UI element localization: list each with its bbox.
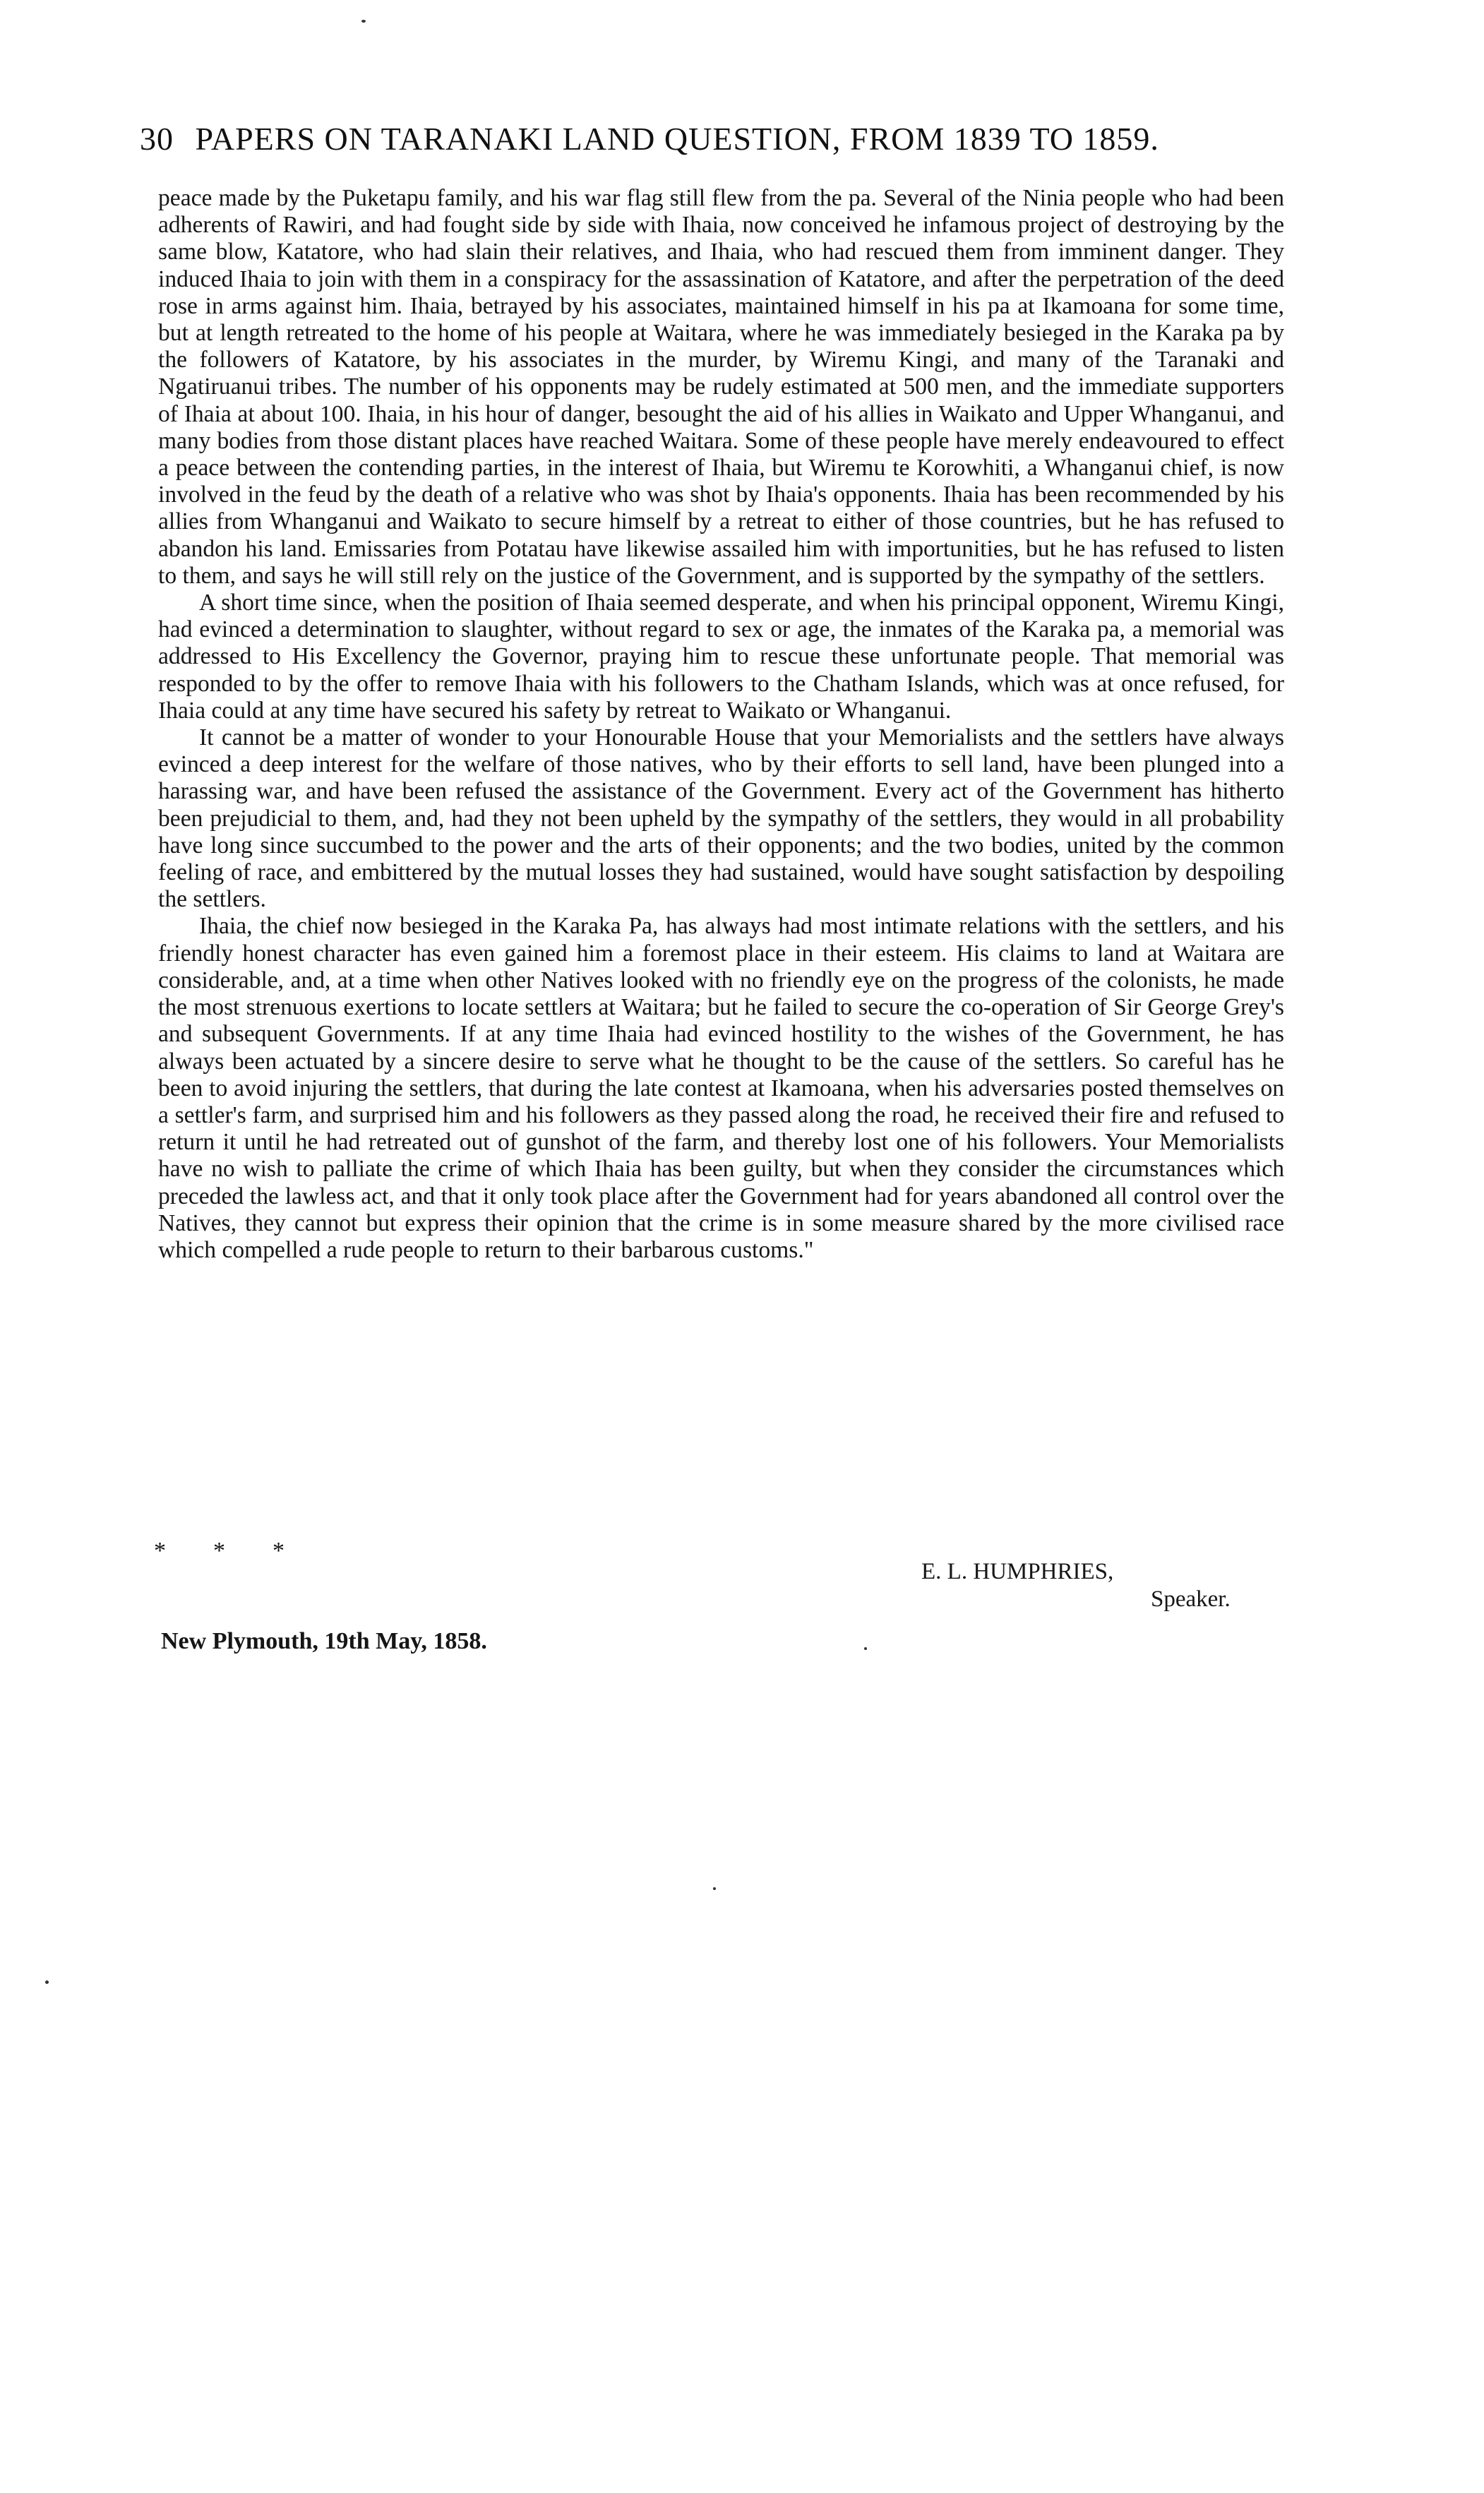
- paragraph-2: A short time since, when the position of Ihaia seemed desperate, and when his principal opponent, Wiremu Kingi, had evinced a determination to slaughter, without regard to sex or age, the inmates of the Karaka pa, a memorial was addressed to His Excellency the Governor, praying him to rescue these unfortunate people. That memorial was responded to by the offer to remove Ihaia with his followers to the Chatham Islands, which was at once refused, for Ihaia could at any time have secured his safety by retreat to Waikato or Whanganui.: [158, 590, 1284, 724]
- star: *: [213, 1538, 225, 1564]
- star: *: [154, 1538, 166, 1564]
- paragraph-3: It cannot be a matter of wonder to your Honourable House that your Memorialists and the settlers have always evinced a deep interest for the welfare of those natives, who by their efforts to sell land, have been plunged into a harassing war, and have been refused the assistance of the Government. Every act of the Government has hitherto been prejudicial to them, and, had they not been upheld by the sympathy of the settlers, they would in all probability have long since succumbed to the power and the arts of their opponents; and the two bodies, united by the common feeling of race, and embittered by the mutual losses they had sustained, would have sought satisfaction by despoiling the settlers.: [158, 724, 1284, 913]
- scan-speck: [864, 1647, 867, 1650]
- section-break-stars: [154, 1538, 332, 1565]
- signatory-name: E. L. HUMPHRIES,: [921, 1559, 1114, 1584]
- signatory-title: Speaker.: [1151, 1586, 1231, 1612]
- running-title: PAPERS ON TARANAKI LAND QUESTION, FROM 1839 TO 1859.: [195, 121, 1159, 157]
- scan-speck: [713, 1887, 716, 1890]
- scan-speck: [361, 20, 366, 23]
- star: *: [273, 1538, 285, 1564]
- body-text: [158, 185, 1284, 1264]
- page-number: 30: [140, 121, 174, 157]
- dateline: New Plymouth, 19th May, 1858.: [161, 1628, 487, 1654]
- scan-speck: [45, 1980, 49, 1984]
- page-header: [140, 120, 1298, 157]
- paragraph-4: Ihaia, the chief now besieged in the Karaka Pa, has always had most intimate relations with the settlers, and his friendly honest character has even gained him a foremost place in their esteem. His claims to land at Waitara are considerable, and, at a time when other Natives looked with no friendly eye on the progress of the colonists, he made the most strenuous exertions to locate settlers at Waitara; but he failed to secure the co-operation of Sir George Grey's and subsequent Governments. If at any time Ihaia had evinced hostility to the wishes of the Government, he has always been actuated by a sincere desire to serve what he thought to be the cause of the settlers. So careful has he been to avoid injuring the settlers, that during the late contest at Ikamoana, when his adversaries posted themselves on a settler's farm, and surprised him and his followers as they passed along the road, he received their fire and refused to return it until he had retreated out of gunshot of the farm, and thereby lost one of his followers. Your Memorialists have no wish to palliate the crime of which Ihaia has been guilty, but when they consider the circumstances which preceded the lawless act, and that it only took place after the Government had for years abandoned all control over the Natives, they cannot but express their opinion that the crime is in some measure shared by the more civilised race which compelled a rude people to return to their barbarous customs.": [158, 913, 1284, 1263]
- paragraph-1: peace made by the Puketapu family, and his war flag still flew from the pa. Several of the Ninia people who had been adherents of Rawiri, and had fought side by side with Ihaia, now conceived he infamous project of destroying by the same blow, Katatore, who had slain their relatives, and Ihaia, who had rescued them from imminent danger. They induced Ihaia to join with them in a conspiracy for the assassination of Katatore, and after the perpetration of the deed rose in arms against him. Ihaia, betrayed by his associates, maintained himself in his pa at Ikamoana for some time, but at length retreated to the home of his people at Waitara, where he was immediately besieged in the Karaka pa by the followers of Katatore, by his associates in the murder, by Wiremu Kingi, and many of the Taranaki and Ngatiruanui tribes. The number of his opponents may be rudely estimated at 500 men, and the immediate supporters of Ihaia at about 100. Ihaia, in his hour of danger, besought the aid of his allies in Waikato and Upper Whanganui, and many bodies from those distant places have reached Waitara. Some of these people have merely endeavoured to effect a peace between the contending parties, in the interest of Ihaia, but Wiremu te Korowhiti, a Whanganui chief, is now involved in the feud by the death of a relative who was shot by Ihaia's opponents. Ihaia has been recommended by his allies from Whanganui and Waikato to secure himself by a retreat to either of those countries, but he has refused to abandon his land. Emissaries from Potatau have likewise assailed him with importunities, but he has refused to listen to them, and says he will still rely on the justice of the Government, and is supported by the sympathy of the settlers.: [158, 185, 1284, 589]
